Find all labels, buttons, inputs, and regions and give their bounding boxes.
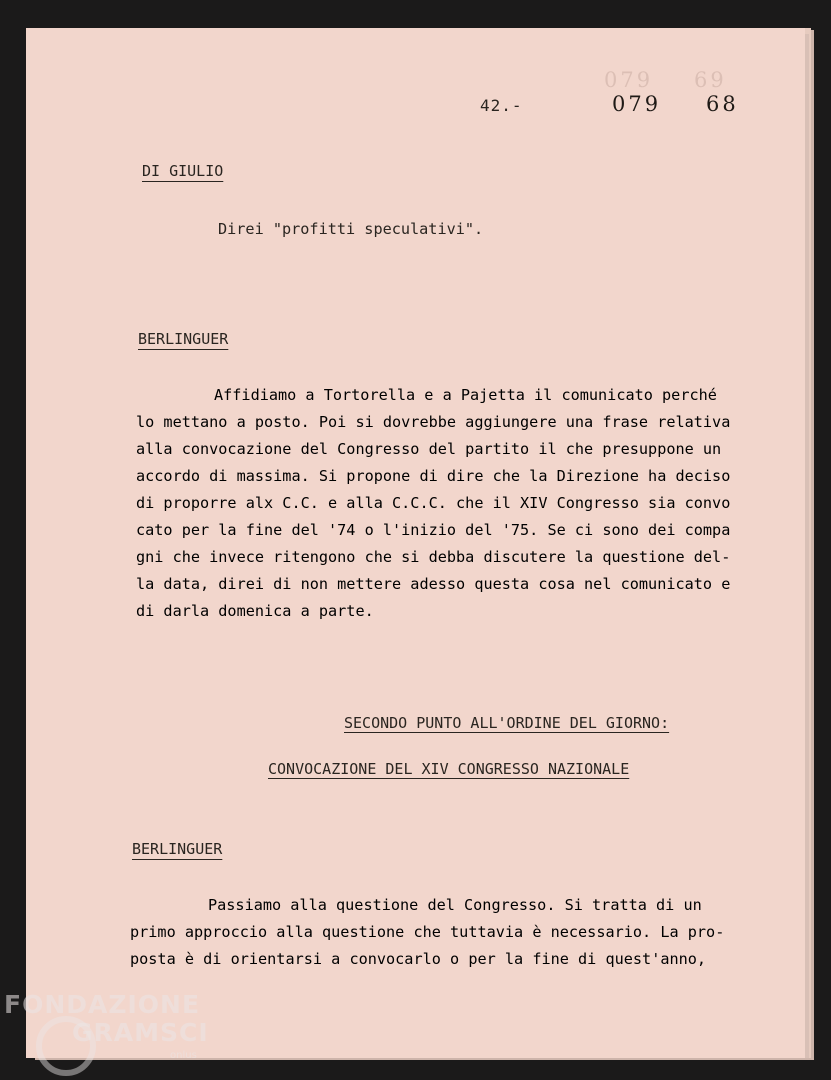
ghost-archive-number: 079 — [604, 68, 654, 92]
speech-line: accordo di massima. Si propone di dire che la Direzione ha deciso — [136, 467, 731, 485]
archive-number: 079 — [612, 92, 662, 116]
speech-line: di proporre alx C.C. e alla C.C.C. che il XIV Congresso sia convo — [136, 494, 731, 512]
speech-paragraph — [130, 892, 770, 973]
page-number: 68 — [706, 92, 739, 116]
speech-line: gni che invece ritengono che si debba discutere la questione del- — [136, 548, 731, 566]
speaker-name: DI GIULIO — [142, 162, 224, 180]
speech-line: Affidiamo a Tortorella e a Pajetta il comunicato perché — [214, 386, 717, 404]
agenda-subheading: CONVOCAZIONE DEL XIV CONGRESSO NAZIONALE — [268, 760, 630, 778]
agenda-heading: SECONDO PUNTO ALL'ORDINE DEL GIORNO: — [344, 714, 670, 732]
ghost-page-number: 69 — [694, 68, 727, 92]
speech-line: la data, direi di non mettere adesso questa cosa nel comunicato e — [136, 575, 731, 593]
watermark-onlus: onlus — [170, 1050, 197, 1061]
speaker-name: BERLINGUER — [132, 840, 223, 858]
speech-line: di darla domenica a parte. — [136, 602, 374, 620]
page-reference: 42.- — [480, 96, 523, 115]
speech-paragraph — [136, 382, 776, 625]
speech-line: cato per la fine del '74 o l'inizio del '75. Se ci sono dei compa — [136, 521, 731, 539]
watermark-line1: FONDAZIONE — [4, 990, 201, 1019]
speech-line: alla convocazione del Congresso del partito il che presuppone un — [136, 440, 722, 458]
speech-line: Passiamo alla questione del Congresso. Si tratta di un — [208, 896, 702, 914]
speaker-name: BERLINGUER — [138, 330, 229, 348]
speech-line: posta è di orientarsi a convocarlo o per la fine di quest'anno, — [130, 950, 707, 968]
speech-line: Direi "profitti speculativi". — [218, 220, 484, 238]
speech-line: primo approccio alla questione che tuttavia è necessario. La pro- — [130, 923, 725, 941]
page-edge — [805, 34, 809, 1058]
watermark-line2: GRAMSCI — [72, 1018, 209, 1047]
speech-line: lo mettano a posto. Poi si dovrebbe aggiungere una frase relativa — [136, 413, 731, 431]
